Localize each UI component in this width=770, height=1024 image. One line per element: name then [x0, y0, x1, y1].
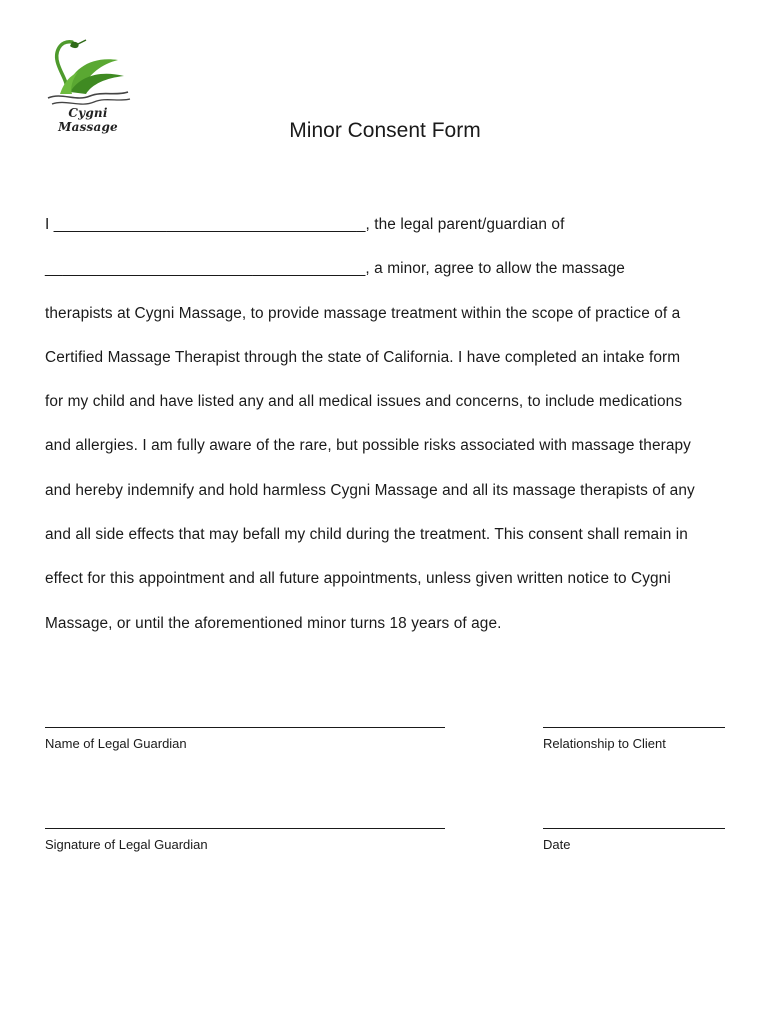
paragraph-line: Massage, or until the aforementioned minor turns 18 years of age. — [45, 614, 502, 632]
guardian-name-field[interactable] — [45, 727, 445, 751]
paragraph-line: and all side effects that may befall my child during the treatment. This consent shall remain in — [45, 526, 688, 544]
swan-icon — [42, 32, 134, 110]
guardian-signature-field[interactable] — [45, 828, 445, 852]
paragraph-line: _____________________________________, a minor, agree to allow the massage — [45, 260, 625, 278]
paragraph-line: and allergies. I am fully aware of the rare, but possible risks associated with massage therapy — [45, 437, 691, 455]
date-label: Date — [543, 837, 571, 852]
relationship-line[interactable] — [543, 727, 725, 728]
form-title: Minor Consent Form — [289, 119, 481, 142]
relationship-field[interactable] — [543, 727, 725, 751]
relationship-label: Relationship to Client — [543, 736, 666, 751]
guardian-name-line[interactable] — [45, 727, 445, 728]
guardian-signature-label: Signature of Legal Guardian — [45, 837, 208, 852]
paragraph-line: effect for this appointment and all future appointments, unless given written notice to Cygni — [45, 570, 671, 588]
cygni-massage-logo — [42, 32, 134, 134]
guardian-name-label: Name of Legal Guardian — [45, 736, 187, 751]
paragraph-line: and hereby indemnify and hold harmless Cygni Massage and all its massage therapists of any — [45, 481, 695, 499]
paragraph-line: therapists at Cygni Massage, to provide massage treatment within the scope of practice of a — [45, 304, 681, 322]
consent-paragraph — [45, 209, 735, 652]
paragraph-line: I ____________________________________, the legal parent/guardian of — [45, 216, 565, 233]
date-line[interactable] — [543, 828, 725, 829]
guardian-signature-line[interactable] — [45, 828, 445, 829]
paragraph-line: for my child and have listed any and all medical issues and concerns, to include medications — [45, 393, 683, 411]
date-field[interactable] — [543, 828, 725, 852]
paragraph-line: Certified Massage Therapist through the state of California. I have completed an intake form — [45, 348, 681, 366]
logo-wordmark: Cygni Massage — [58, 106, 118, 134]
